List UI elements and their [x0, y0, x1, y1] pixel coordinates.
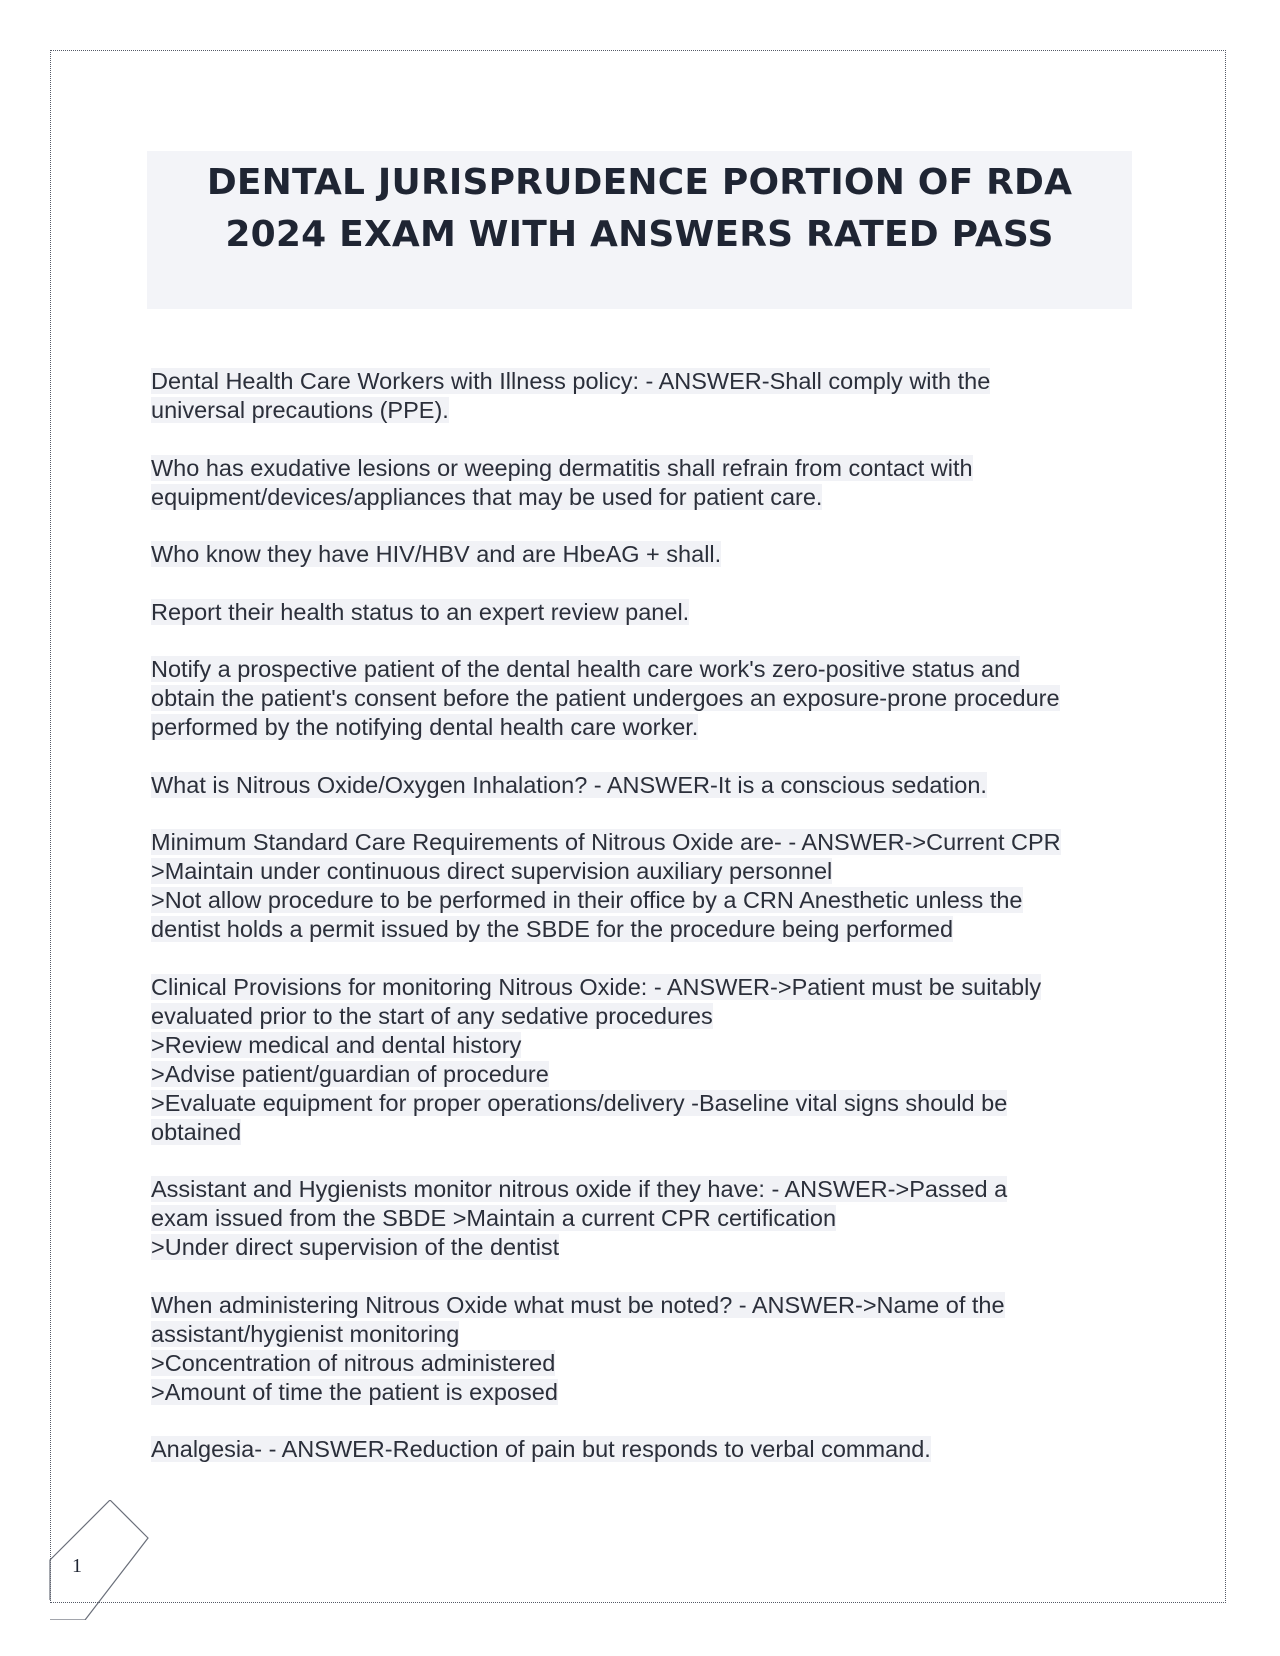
text-line-content: exam issued from the SBDE >Maintain a current CPR certification: [151, 1205, 837, 1231]
qa-paragraph: [151, 1291, 1136, 1407]
text-line: [151, 1233, 1136, 1262]
text-line-content: Report their health status to an expert review panel.: [151, 598, 690, 625]
text-line-content: >Maintain under continuous direct supervision auxiliary personnel: [151, 858, 833, 884]
text-line: [151, 1435, 1136, 1464]
text-line: [151, 598, 1136, 627]
text-line-content: universal precautions (PPE).: [151, 397, 449, 423]
text-line: [151, 1349, 1136, 1378]
text-line-content: Notify a prospective patient of the dental health care work's zero-positive status and: [151, 656, 1021, 682]
text-line-content: dentist holds a permit issued by the SBDE for the procedure being performed: [151, 916, 954, 942]
text-line: [151, 540, 1136, 569]
text-line: [151, 713, 1136, 742]
text-line: [151, 684, 1136, 713]
text-line: [151, 771, 1136, 800]
text-line-content: >Amount of time the patient is exposed: [151, 1378, 558, 1405]
qa-paragraph: [151, 1435, 1136, 1464]
text-line-content: obtain the patient's consent before the patient undergoes an exposure-prone procedure: [151, 685, 1060, 711]
text-line: [151, 454, 1136, 483]
qa-paragraph: [151, 454, 1136, 512]
text-line: [151, 1031, 1136, 1060]
text-line: [151, 1320, 1136, 1349]
qa-paragraph: [151, 1175, 1136, 1262]
text-line-content: equipment/devices/appliances that may be used for patient care.: [151, 483, 823, 510]
document-body: [151, 367, 1136, 1493]
qa-paragraph: [151, 771, 1136, 800]
text-line: [151, 1060, 1136, 1089]
text-line-content: Minimum Standard Care Requirements of Nitrous Oxide are- - ANSWER->Current CPR: [151, 829, 1061, 855]
text-line-content: Clinical Provisions for monitoring Nitrous Oxide: - ANSWER->Patient must be suitably: [151, 973, 1042, 1000]
text-line: [151, 828, 1136, 857]
text-line-content: assistant/hygienist monitoring: [151, 1320, 460, 1347]
text-line: [151, 367, 1136, 396]
qa-paragraph: [151, 367, 1136, 425]
text-line-content: Who has exudative lesions or weeping dermatitis shall refrain from contact with: [151, 454, 973, 481]
text-line-content: >Review medical and dental history: [151, 1031, 522, 1058]
text-line-content: Analgesia- - ANSWER-Reduction of pain but responds to verbal command.: [151, 1436, 931, 1462]
text-line: [151, 973, 1136, 1002]
text-line-content: Assistant and Hygienists monitor nitrous oxide if they have: - ANSWER->Passed a: [151, 1176, 1008, 1202]
text-line-content: evaluated prior to the start of any sedative procedures: [151, 1002, 713, 1029]
qa-paragraph: [151, 655, 1136, 742]
text-line: [151, 857, 1136, 886]
text-line: [151, 1378, 1136, 1407]
text-line-content: >Advise patient/guardian of procedure: [151, 1060, 549, 1087]
text-line-content: >Evaluate equipment for proper operations/delivery -Baseline vital signs should be: [151, 1089, 1008, 1116]
text-line-content: >Concentration of nitrous administered: [151, 1349, 556, 1376]
text-line-content: Dental Health Care Workers with Illness policy: - ANSWER-Shall comply with the: [151, 368, 991, 394]
document-title: [147, 151, 1132, 309]
title-line-1: DENTAL JURISPRUDENCE PORTION OF RDA: [206, 162, 1073, 203]
text-line: [151, 1291, 1136, 1320]
page-number: 1: [72, 1555, 82, 1577]
text-line-content: Who know they have HIV/HBV and are HbeAG + shall.: [151, 541, 722, 567]
qa-paragraph: [151, 973, 1136, 1147]
qa-paragraph: [151, 828, 1136, 944]
text-line: [151, 915, 1136, 944]
text-line: [151, 1175, 1136, 1204]
qa-paragraph: [151, 540, 1136, 569]
text-line-content: performed by the notifying dental health care worker.: [151, 714, 699, 740]
text-line: [151, 655, 1136, 684]
text-line: [151, 483, 1136, 512]
text-line: [151, 1089, 1136, 1118]
text-line: [151, 396, 1136, 425]
text-line: [151, 1002, 1136, 1031]
title-line-2: 2024 EXAM WITH ANSWERS RATED PASS: [225, 214, 1054, 255]
text-line: [151, 1204, 1136, 1233]
text-line-content: >Under direct supervision of the dentist: [151, 1234, 560, 1260]
qa-paragraph: [151, 598, 1136, 627]
text-line-content: What is Nitrous Oxide/Oxygen Inhalation? - ANSWER-It is a conscious sedation.: [151, 771, 987, 798]
text-line-content: When administering Nitrous Oxide what must be noted? - ANSWER->Name of the: [151, 1291, 1005, 1318]
text-line-content: obtained: [151, 1118, 242, 1145]
text-line: [151, 1118, 1136, 1147]
text-line-content: >Not allow procedure to be performed in their office by a CRN Anesthetic unless the: [151, 887, 1023, 913]
text-line: [151, 886, 1136, 915]
